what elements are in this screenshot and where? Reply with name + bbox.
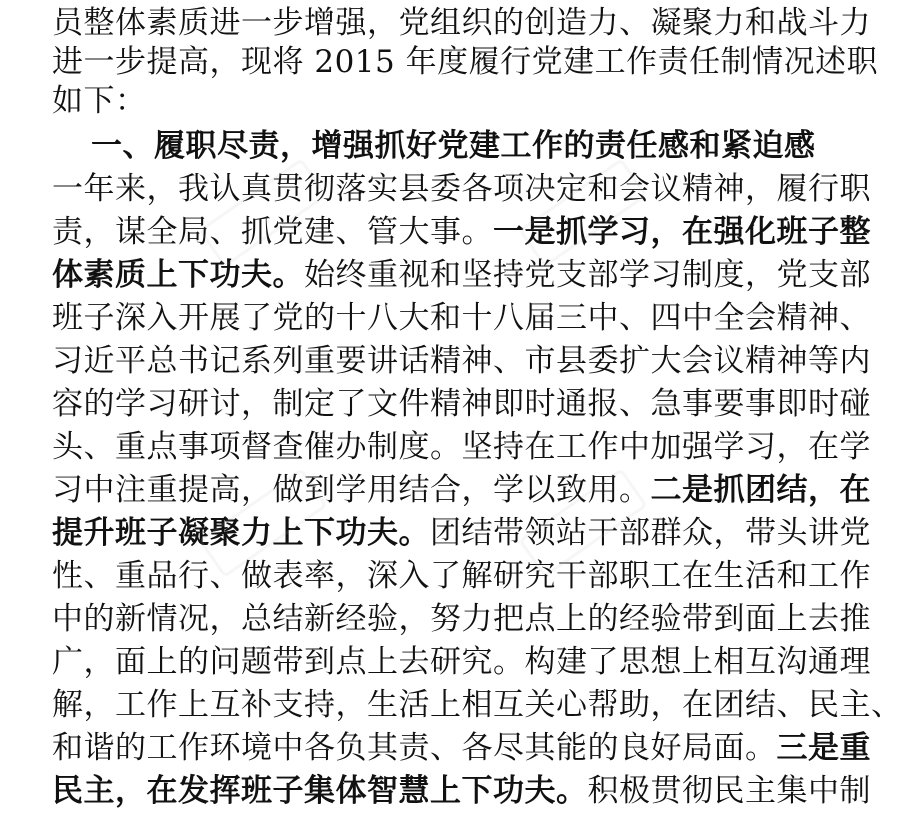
text-segment: 积极贯彻民主集中制 <box>587 773 871 809</box>
text-line <box>52 639 871 685</box>
text-line <box>52 209 871 255</box>
text-segment: 责，谋全局、抓党建、管大事。 <box>52 214 493 250</box>
text-segment: 习中注重提高，做到学用结合，学以致用。 <box>52 472 651 508</box>
text-segment: 性、重品行、做表率，深入了解研究干部职工在生活和工作 <box>52 558 871 594</box>
section-heading-text: 一、履职尽责，增强抓好党建工作的责任感和紧迫感 <box>91 128 816 164</box>
text-line <box>52 682 903 728</box>
text-segment: 始终重视和坚持党支部学习制度，党支部 <box>304 257 871 293</box>
text-line <box>52 295 871 341</box>
text-line <box>52 596 871 642</box>
text-line <box>52 166 871 212</box>
text-segment: 广，面上的问题带到点上去研究。构建了思想上相互沟通理 <box>52 644 871 680</box>
text-line <box>52 553 871 599</box>
text-segment: 进一步提高，现将 2015 年度履行党建工作责任制情况述职 <box>52 44 879 80</box>
text-line <box>52 424 871 470</box>
text-segment: 一年来，我认真贯彻落实县委各项决定和会议精神，履行职 <box>52 171 871 207</box>
text-segment: 如下： <box>52 83 147 119</box>
bold-text-segment: 提升班子凝聚力上下功夫。 <box>52 515 430 551</box>
text-segment: 头、重点事项督查催办制度。坚持在工作中加强学习，在学 <box>52 429 871 465</box>
text-line <box>52 381 871 427</box>
text-segment: 中的新情况，总结新经验，努力把点上的经验带到面上去推 <box>52 601 871 637</box>
text-line <box>52 768 871 814</box>
text-segment: 容的学习研讨，制定了文件精神即时通报、急事要事即时碰 <box>52 386 871 422</box>
text-segment: 班子深入开展了党的十八大和十八届三中、四中全会精神、 <box>52 300 871 336</box>
text-line <box>52 510 871 556</box>
bold-text-segment: 民主，在发挥班子集体智慧上下功夫。 <box>52 773 588 809</box>
text-segment: 团结带领站干部群众，带头讲党 <box>430 515 871 551</box>
text-line <box>52 725 871 771</box>
text-line <box>52 252 871 298</box>
text-line <box>52 467 871 513</box>
bold-text-segment: 一是抓学习，在强化班子整 <box>493 214 871 250</box>
text-segment: 解，工作上互补支持，生活上相互关心帮助，在团结、民主、 <box>52 687 903 723</box>
text-segment: 习近平总书记系列重要讲话精神、市县委扩大会议精神等内 <box>52 343 871 379</box>
bold-text-segment: 二是抓团结，在 <box>650 472 871 508</box>
text-line <box>52 338 871 384</box>
text-line <box>52 78 752 124</box>
bold-text-segment: 体素质上下功夫。 <box>52 257 304 293</box>
section-heading <box>91 123 816 169</box>
text-segment: 和谐的工作环境中各负其责、各尽其能的良好局面。 <box>52 730 777 766</box>
text-segment: 员整体素质进一步增强，党组织的创造力、凝聚力和战斗力 <box>52 5 871 41</box>
bold-text-segment: 三是重 <box>776 730 871 766</box>
